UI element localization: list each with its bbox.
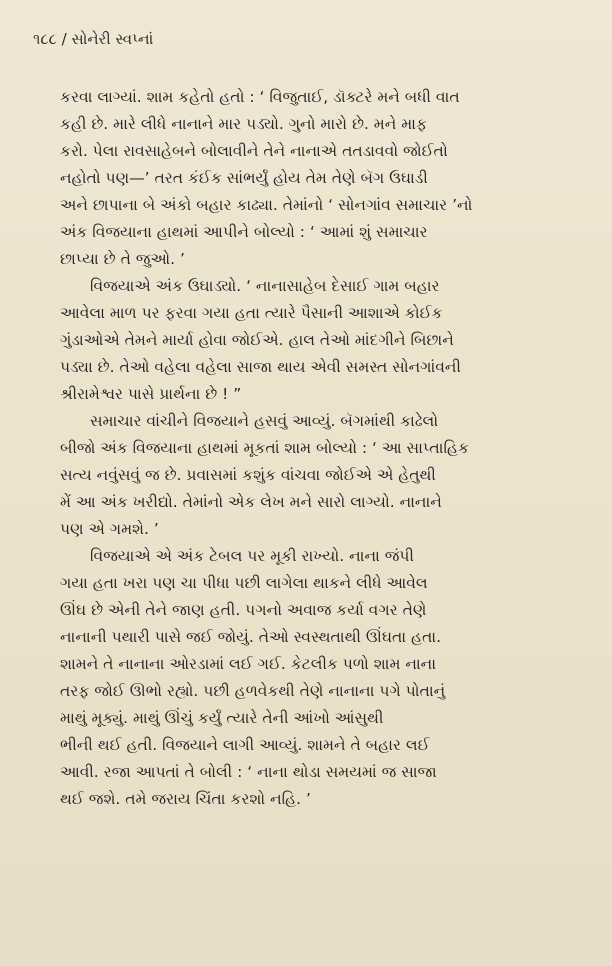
- page-body: [60, 84, 580, 813]
- text-line: આવી. રજા આપતાં તે બોલી : ‘ નાના થોડા સમયમાં જ સાજા: [60, 763, 437, 781]
- running-header: [33, 30, 153, 48]
- text-line: થઈ જશે. તમે જરાય ચિંતા કરશો નહિ. ’: [60, 790, 311, 808]
- text-line: તરફ જોઈ ઊભો રહ્યો. પછી હળવેકથી તેણે નાનાના પગે પોતાનું: [60, 682, 446, 700]
- text-line: ઊંઘ છે એની તેને જાણ હતી. પગનો અવાજ કર્યા વગર તેણે: [60, 601, 427, 619]
- text-line: કરવા લાગ્યાં. શામ કહેતો હતો : ‘ વિજુતાઈ, ડૉક્ટરે મને બધી વાત: [60, 88, 460, 106]
- text-line: કહી છે. મારે લીધે નાનાને માર પડ્યો. ગુનો મારો છે. મને માફ: [60, 115, 428, 133]
- text-line: સત્ય નવુંસવું જ છે. પ્રવાસમાં કશુંક વાંચવા જોઈએ એ હેતુથી: [60, 466, 436, 484]
- text-line: આવેલા માળ પર ફરવા ગયા હતા ત્યારે પૈસાની આશાએ કોઈક: [60, 304, 443, 322]
- text-line: પડ્યા છે. તેઓ વહેલા વહેલા સાજા થાય એવી સમસ્ત સોનગાંવની: [60, 358, 461, 376]
- text-line: અને છાપાના બે અંકો બહાર કાઢ્યા. તેમાંનો ‘ સોનગાંવ સમાચાર ’નો: [60, 196, 473, 214]
- text-line: શ્રીરામેશ્વર પાસે પ્રાર્થના છે ! ”: [60, 385, 242, 403]
- header-separator: /: [61, 30, 67, 48]
- text-line: શામને તે નાનાના ઓરડામાં લઈ ગઈ. કેટલીક પળો શામ નાના: [60, 655, 437, 673]
- paragraph-start: વિજયાએ એ અંક ટેબલ પર મૂકી રાખ્યો. નાના જંપી: [90, 547, 414, 565]
- text-line: માથું મૂક્યું. માથું ઊંચું કર્યું ત્યારે તેની આંખો આંસુથી: [60, 709, 384, 727]
- book-title: સોનેરી સ્વપ્નાં: [71, 30, 154, 48]
- text-line: નહોતો પણ—’ તરત કંઈક સાંભર્યું હોય તેમ તેણે બૅગ ઉઘાડી: [60, 169, 428, 187]
- text-line: ગુંડાઓએ તેમને માર્યા હોવા જોઈએ. હાલ તેઓ માંદગીને બિછાને: [60, 331, 454, 349]
- text-line: ગયા હતા ખરા પણ ચા પીધા પછી લાગેલા થાકને લીધે આવેલ: [60, 574, 428, 592]
- text-line: ભીની થઈ હતી. વિજયાને લાગી આવ્યું. શામને તે બહાર લઈ: [60, 736, 430, 754]
- paragraph-start: સમાચાર વાંચીને વિજયાને હસવું આવ્યું. બૅગમાંથી કાઢેલો: [90, 412, 439, 430]
- text-line: બીજો અંક વિજયાના હાથમાં મૂકતાં શામ બોલ્યો : ‘ આ સાપ્તાહિક: [60, 439, 469, 457]
- text-line: છાપ્યા છે તે જુઓ. ’: [60, 250, 185, 268]
- text-line: મેં આ અંક ખરીદ્યો. તેમાંનો એક લેખ મને સારો લાગ્યો. નાનાને: [60, 493, 442, 511]
- page-number: ૧૮૮: [33, 30, 57, 48]
- text-line: નાનાની પથારી પાસે જઈ જોયું. તેઓ સ્વસ્થતાથી ઊંઘતા હતા.: [60, 628, 442, 646]
- text-line: પણ એ ગમશે. ’: [60, 520, 159, 538]
- paragraph-start: વિજયાએ અંક ઉઘાડ્યો. ‘ નાનાસાહેબ દેસાઈ ગામ બહાર: [90, 277, 440, 295]
- text-line: અંક વિજયાના હાથમાં આપીને બોલ્યો : ‘ આમાં શું સમાચાર: [60, 223, 428, 241]
- text-line: કરો. પેલા રાવસાહેબને બોલાવીને તેને નાનાએ તતડાવવો જોઈતો: [60, 142, 448, 160]
